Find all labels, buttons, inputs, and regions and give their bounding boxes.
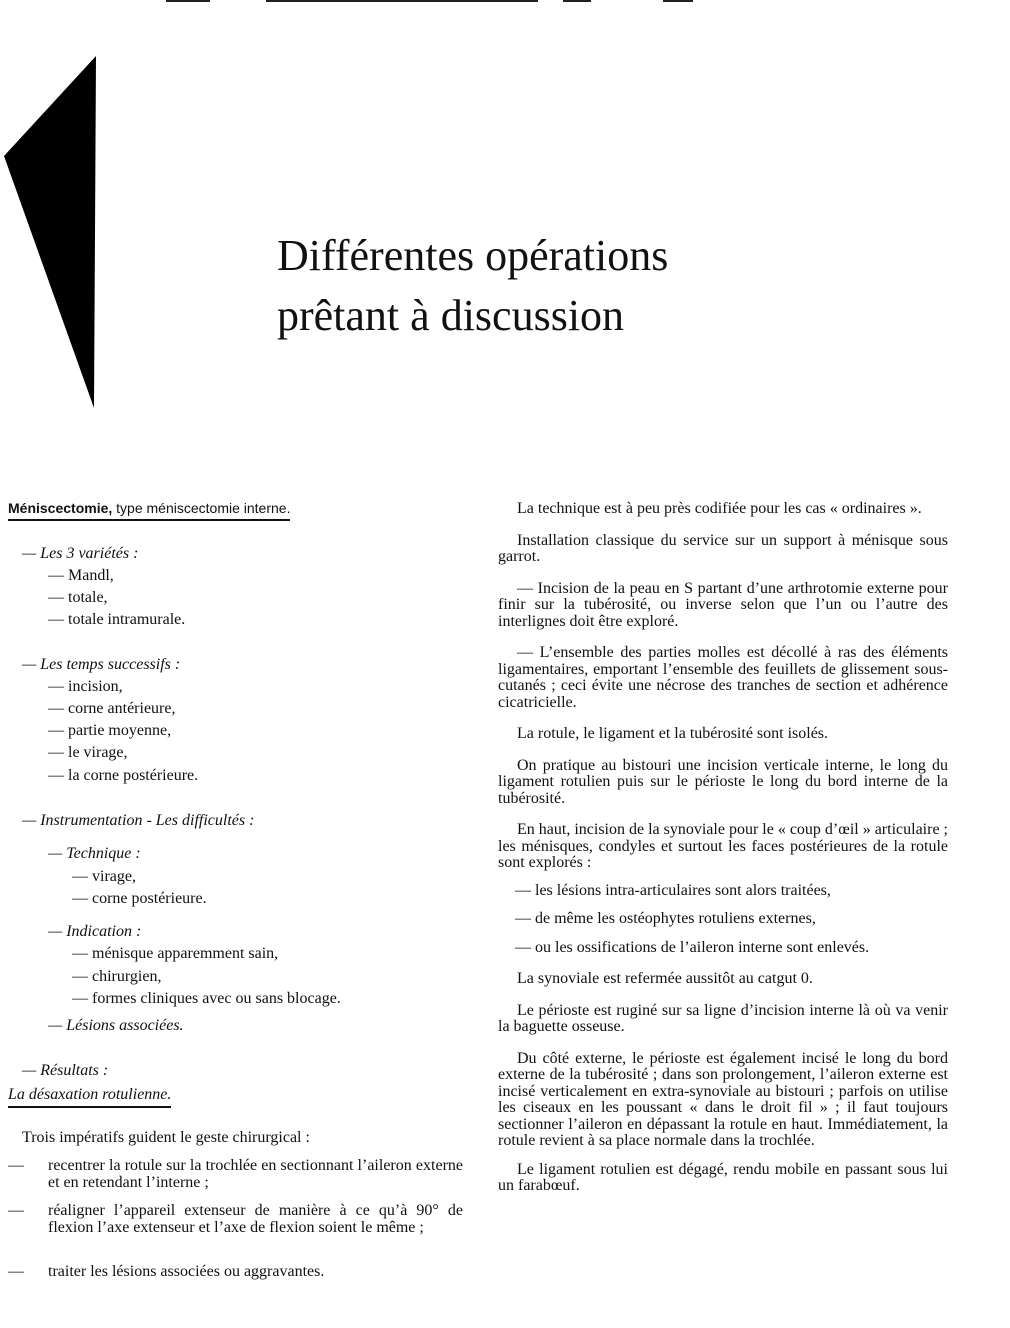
scan-edge-line xyxy=(166,0,210,2)
section-heading-meniscectomie xyxy=(8,500,290,521)
bullet-item: — traiter les lésions associées ou aggravantes. xyxy=(8,1264,463,1281)
bullet-text: réaligner l’appareil extenseur de manière à ce qu’à 90° de flexion l’axe extenseur et l’axe de flexion soient le même ; xyxy=(48,1202,463,1236)
outline-item: — totale intramurale. xyxy=(48,611,186,628)
outline-item: — partie moyenne, xyxy=(48,722,172,739)
outline-item: — Les temps successifs : xyxy=(22,656,181,673)
paragraph: Le ligament rotulien est dégagé, rendu mobile en passant sous lui un farabœuf. xyxy=(498,1160,948,1194)
paragraph: La technique est à peu près codifiée pour les cas « ordinaires ». xyxy=(517,500,922,517)
bullet-item: — recentrer la rotule sur la trochlée en sectionnant l’aileron externe et en retendant l’interne ; xyxy=(8,1157,463,1191)
outline-item: — Résultats : xyxy=(22,1062,109,1079)
intro-text: Trois impératifs guident le geste chirurgical : xyxy=(22,1129,310,1146)
paragraph: La rotule, le ligament et la tubérosité sont isolés. xyxy=(517,725,829,742)
outline-item: — Lésions associées. xyxy=(48,1017,184,1034)
scan-edge-line xyxy=(563,0,591,2)
paragraph: En haut, incision de la synoviale pour le « coup d’œil » articulaire ; les ménisques, condyles et surtout les faces postérieures de la rotule sont explorés : xyxy=(498,821,948,871)
section-heading-desaxation xyxy=(8,1085,171,1108)
paragraph: Le périoste est ruginé sur sa ligne d’incision interne là où va venir la baguette osseuse. xyxy=(498,1001,948,1035)
paragraph: — L’ensemble des parties molles est décollé à ras des éléments ligamentaires, emportant l’ensemble des feuillets de glissement sous-cutanés ; ceci évite une nécrose des tranches de section et adhérence cicatricielle. xyxy=(498,644,948,711)
paragraph: — Incision de la peau en S partant d’une arthrotomie externe pour finir sur la tubérosité, ou inverse selon que l’un ou l’autre des interlignes doit être exploré. xyxy=(498,579,948,630)
heading-rest: type méniscectomie interne. xyxy=(112,500,291,516)
section-heading-text: La désaxation rotulienne. xyxy=(8,1085,171,1108)
page-title xyxy=(277,226,668,346)
list-item: — ou les ossifications de l’aileron interne sont enlevés. xyxy=(515,938,870,956)
paragraph: Installation classique du service sur un support à ménisque sous garrot. xyxy=(498,531,948,565)
outline-item: — virage, xyxy=(72,868,136,885)
outline-item: — le virage, xyxy=(48,744,128,761)
outline-item: — totale, xyxy=(48,589,108,606)
bullet-text: traiter les lésions associées ou aggravantes. xyxy=(48,1263,325,1280)
outline-item: — corne postérieure. xyxy=(72,890,207,907)
right-column xyxy=(498,498,948,1206)
outline-item: — Instrumentation - Les difficultés : xyxy=(22,812,255,829)
list-item: — de même les ostéophytes rotuliens externes, xyxy=(515,910,816,927)
outline-item: — la corne postérieure. xyxy=(48,767,199,784)
outline-item: — Les 3 variétés : xyxy=(22,545,139,562)
scan-edge-line xyxy=(266,0,538,2)
outline-item: — incision, xyxy=(48,678,123,695)
outline-item: — Indication : xyxy=(48,923,142,940)
decorative-wedge xyxy=(4,56,98,408)
title-line-1: Différentes opérations xyxy=(277,231,669,280)
outline-item: — corne antérieure, xyxy=(48,700,176,717)
bullet-text: recentrer la rotule sur la trochlée en sectionnant l’aileron externe et en retendant l’interne ; xyxy=(48,1157,463,1191)
list-item: — les lésions intra-articulaires sont alors traitées, xyxy=(515,881,831,899)
outline-item: — Technique : xyxy=(48,845,141,862)
outline-item: — chirurgien, xyxy=(72,968,162,985)
scan-edge-line xyxy=(663,0,693,2)
outline-item: — ménisque apparemment sain, xyxy=(72,945,279,962)
paragraph: On pratique au bistouri une incision verticale interne, le long du ligament rotulien puis sur le périoste le long du bord interne de la tubérosité. xyxy=(498,756,948,807)
heading-bold: Méniscectomie, xyxy=(8,500,113,516)
paragraph: La synoviale est refermée aussitôt au catgut 0. xyxy=(517,970,813,987)
outline-item: — Mandl, xyxy=(48,567,114,584)
bullet-item: — réaligner l’appareil extenseur de manière à ce qu’à 90° de flexion l’axe extenseur et l’axe de flexion soient le même ; xyxy=(8,1202,463,1236)
title-line-2: prêtant à discussion xyxy=(277,291,625,340)
paragraph: Du côté externe, le périoste est également incisé le long du bord externe de la tubérosité ; dans son prolongement, l’aileron externe est incisé verticalement en extra-synoviale au bistouri ; parfois on utilise les ciseaux en les poussant « dans le droit fil » ; il faut toujours sectionner l’aileron en dépassant la rotule en haut. Immédiatement, la rotule revient à sa place normale dans la trochlée. xyxy=(498,1049,948,1149)
outline-item: — formes cliniques avec ou sans blocage. xyxy=(72,990,341,1007)
